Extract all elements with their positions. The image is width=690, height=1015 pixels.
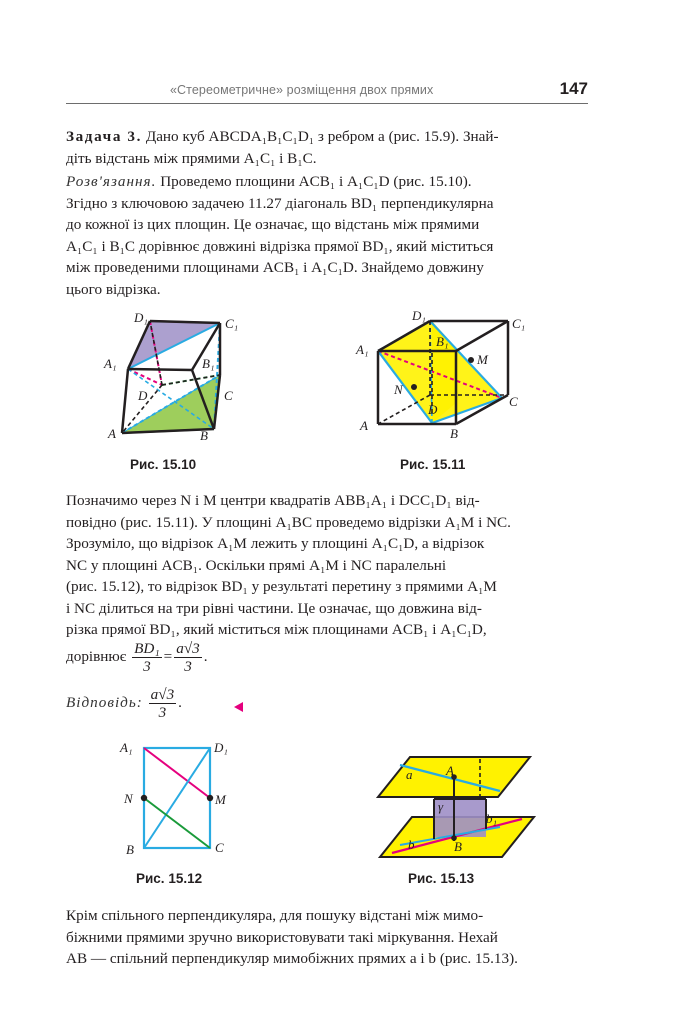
fig12-label-a1: A₁ bbox=[120, 740, 133, 755]
solution-line-5: між проведеними площинами ACB₁ і A₁C₁D. Знайдемо довжину bbox=[66, 259, 484, 276]
lhs-numerator: BD₁ bbox=[134, 640, 160, 657]
equation-line bbox=[66, 640, 588, 675]
page-number: 147 bbox=[559, 79, 588, 98]
fig10-label-a1: A₁ bbox=[104, 356, 117, 371]
p2-line-5: (рис. 15.12), то відрізок BD₁ у результаті перетину з прямими A₁M bbox=[66, 578, 497, 595]
equation-period: . bbox=[203, 647, 208, 665]
fig11-label-d1: D₁ bbox=[412, 308, 426, 323]
p2-line-7: різка прямої BD₁, який міститься між площинами ACB₁ і A₁C₁D, bbox=[66, 621, 487, 638]
solution-label: Розв'язання. bbox=[66, 173, 157, 190]
end-of-solution-triangle-icon bbox=[234, 702, 243, 712]
paragraph-2 bbox=[66, 490, 588, 641]
p2-line-4: NC у площині ACB₁. Оскільки прямі A₁M і NC паралельні bbox=[66, 556, 447, 574]
fig13-label-A: A bbox=[446, 763, 454, 778]
solution-line-3: до кожної із цих площин. Це означає, що відстань між прямими bbox=[66, 216, 480, 233]
fig12-label-n: N bbox=[124, 791, 133, 806]
fig11-label-b: B bbox=[450, 426, 458, 441]
fig11-label-a: A bbox=[360, 418, 368, 433]
p3-line-1: Крім спільного перпендикуляра, для пошуку відстані між мимо- bbox=[66, 907, 484, 924]
caption-15-13: Рис. 15.13 bbox=[408, 871, 475, 886]
fig10-label-d: D bbox=[138, 388, 148, 403]
answer-denominator: 3 bbox=[158, 704, 167, 721]
solution-paragraph bbox=[66, 171, 588, 300]
caption-15-12: Рис. 15.12 bbox=[136, 871, 203, 886]
fig10-label-a: A bbox=[108, 426, 116, 441]
fig11-label-a1: A₁ bbox=[356, 342, 369, 357]
fig11-label-d: D bbox=[428, 402, 438, 417]
figure-15-13 bbox=[372, 745, 542, 865]
p3-line-2: біжними прямими зручно використовувати такі міркування. Нехай bbox=[66, 928, 498, 946]
fig12-label-d1: D₁ bbox=[214, 740, 228, 755]
fig10-label-c: C bbox=[224, 388, 233, 403]
caption-15-11: Рис. 15.11 bbox=[400, 457, 466, 472]
fig11-label-c1: C₁ bbox=[512, 316, 526, 331]
fig13-label-gamma: γ bbox=[438, 799, 444, 814]
fig13-label-a: a bbox=[406, 767, 413, 782]
caption-15-10: Рис. 15.10 bbox=[130, 457, 197, 472]
fig13-label-b1: b₁ bbox=[486, 811, 498, 826]
fraction-rhs bbox=[174, 640, 202, 675]
solution-line-2: Згідно з ключовою задачею 11.27 діагональ BD₁ перпендикулярна bbox=[66, 194, 494, 212]
answer-numerator: a√3 bbox=[150, 686, 175, 703]
rhs-numerator: a√3 bbox=[176, 640, 200, 657]
solution-line-6: цього відрізка. bbox=[66, 280, 161, 298]
paragraph-3 bbox=[66, 905, 588, 970]
fig10-label-b1: B₁ bbox=[202, 356, 215, 371]
p2-line-2: повідно (рис. 15.11). У площині A₁BC проведемо відрізки A₁M і NC. bbox=[66, 513, 511, 531]
fraction-lhs bbox=[132, 640, 162, 675]
task-paragraph bbox=[66, 126, 588, 169]
fig11-label-m: M bbox=[477, 352, 488, 367]
fig11-label-b1: B₁ bbox=[436, 334, 449, 349]
fig13-label-B: B bbox=[454, 839, 462, 854]
fig12-label-c: C bbox=[215, 840, 224, 855]
fig12-label-b: B bbox=[126, 842, 134, 857]
p2-line-1: Позначимо через N і M центри квадратів ABB₁A₁ і DCC₁D₁ від- bbox=[66, 492, 480, 509]
header-rule bbox=[66, 103, 588, 104]
fig11-label-n: N bbox=[394, 382, 403, 397]
answer-line bbox=[66, 686, 588, 721]
answer-label: Відповідь: bbox=[66, 693, 143, 711]
page-header bbox=[66, 81, 588, 103]
equals-word: дорівнює bbox=[66, 647, 127, 665]
equals-sign: = bbox=[163, 647, 173, 665]
fig10-label-c1: C₁ bbox=[225, 316, 239, 331]
p2-line-6: і NC ділиться на три рівні частини. Це означає, що довжина від- bbox=[66, 599, 482, 617]
figure-15-11 bbox=[352, 308, 542, 453]
answer-fraction bbox=[149, 686, 177, 721]
fig11-label-c: C bbox=[509, 394, 518, 409]
task-line-1: Дано куб ABCDA₁B₁C₁D₁ з ребром a (рис. 15.9). Знай- bbox=[142, 128, 499, 145]
solution-line-1: Проведемо площини ACB₁ і A₁C₁D (рис. 15.10). bbox=[156, 173, 472, 190]
task-line-2: діть відстань між прямими A₁C₁ і B₁C. bbox=[66, 149, 317, 167]
fig13-label-b: b bbox=[408, 837, 415, 852]
fig12-label-m: M bbox=[215, 792, 226, 807]
p2-line-3: Зрозуміло, що відрізок A₁M лежить у площині A₁C₁D, а відрізок bbox=[66, 535, 485, 552]
running-title: «Стереометричне» розміщення двох прямих bbox=[170, 83, 434, 97]
task-label: Задача 3. bbox=[66, 128, 143, 145]
figure-15-10 bbox=[100, 308, 260, 453]
figure-15-12 bbox=[118, 738, 248, 860]
solution-line-4: A₁C₁ і B₁C дорівнює довжині відрізка прямої BD₁, який міститься bbox=[66, 237, 494, 255]
fig10-label-d1: D₁ bbox=[134, 310, 148, 325]
rhs-denominator: 3 bbox=[184, 658, 192, 675]
p3-line-3: AB — спільний перпендикуляр мимобіжних прямих a і b (рис. 15.13). bbox=[66, 950, 518, 967]
answer-period: . bbox=[178, 693, 182, 711]
fig10-label-b: B bbox=[200, 428, 208, 443]
lhs-denominator: 3 bbox=[143, 658, 151, 675]
